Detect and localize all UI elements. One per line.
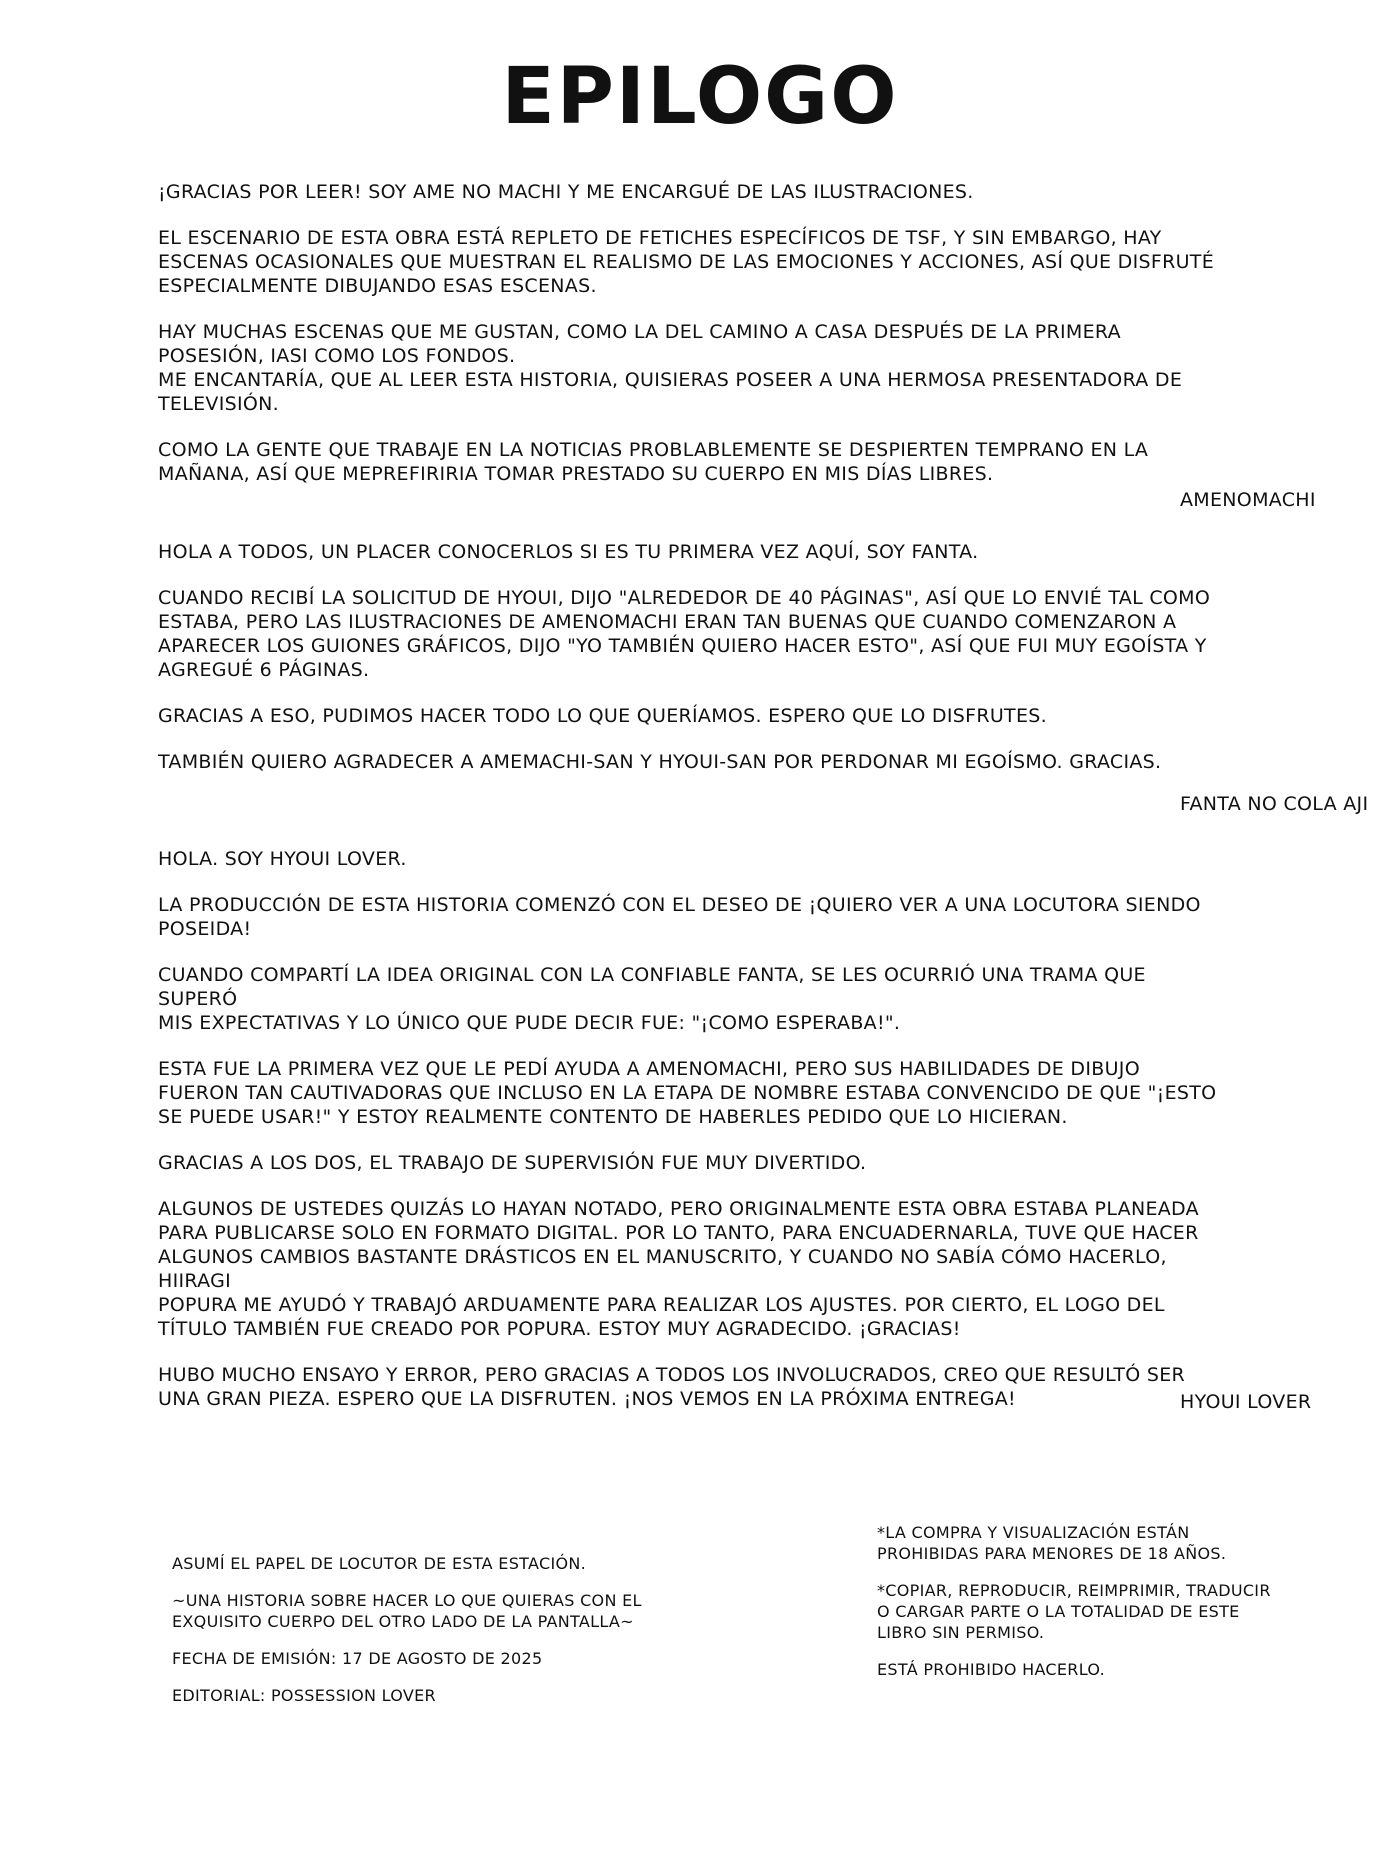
colophon-left — [172, 1553, 732, 1722]
paragraph: EL ESCENARIO DE ESTA OBRA ESTÁ REPLETO DE FETICHES ESPECÍFICOS DE TSF, Y SIN EMBARGO, HAY ESCENAS OCASIONALES QUE MUESTRAN EL REALISMO DE LAS EMOCIONES Y ACCIONES, ASÍ QUE DISFRUTÉ ESPECIALMENTE DIBUJANDO ESAS ESCENAS. — [158, 227, 1215, 297]
paragraph: CUANDO COMPARTÍ LA IDEA ORIGINAL CON LA CONFIABLE FANTA, SE LES OCURRIÓ UNA TRAMA QUE SUPERÓ MIS EXPECTATIVAS Y LO ÚNICO QUE PUDE DECIR FUE: "¡COMO ESPERABA!". — [158, 964, 1146, 1034]
colophon-line: ASUMÍ EL PAPEL DE LOCUTOR DE ESTA ESTACIÓN. — [172, 1554, 587, 1573]
page-title: EPILOGO — [501, 52, 899, 142]
colophon-line: EDITORIAL: POSSESSION LOVER — [172, 1686, 436, 1705]
paragraph: ESTA FUE LA PRIMERA VEZ QUE LE PEDÍ AYUDA A AMENOMACHI, PERO SUS HABILIDADES DE DIBUJO FUERON TAN CAUTIVADORAS QUE INCLUSO EN LA ETAPA DE NOMBRE ESTABA CONVENCIDO DE QUE "¡ESTO SE PUEDE USAR!" Y ESTOY REALMENTE CONTENTO DE HABERLES PEDIDO QUE LO HICIERAN. — [158, 1058, 1217, 1128]
signature-hyoui-lover: HYOUI LOVER — [1180, 1391, 1312, 1413]
paragraph: COMO LA GENTE QUE TRABAJE EN LA NOTICIAS PROBLABLEMENTE SE DESPIERTEN TEMPRANO EN LA MAÑANA, ASÍ QUE MEPREFIRIRIA TOMAR PRESTADO SU CUERPO EN MIS DÍAS LIBRES. — [158, 439, 1149, 485]
afterword-fanta — [158, 540, 1228, 796]
paragraph: GRACIAS A LOS DOS, EL TRABAJO DE SUPERVISIÓN FUE MUY DIVERTIDO. — [158, 1152, 867, 1174]
afterword-amenomachi — [158, 180, 1228, 508]
paragraph: HOLA. SOY HYOUI LOVER. — [158, 848, 407, 870]
afterword-hyoui-lover — [158, 847, 1228, 1433]
colophon-line: FECHA DE EMISIÓN: 17 DE AGOSTO DE 2025 — [172, 1649, 543, 1668]
colophon-line: ~UNA HISTORIA SOBRE HACER LO QUE QUIERAS CON EL EXQUISITO CUERPO DEL OTRO LADO DE LA PANTALLA~ — [172, 1591, 642, 1631]
paragraph: GRACIAS A ESO, PUDIMOS HACER TODO LO QUE QUERÍAMOS. ESPERO QUE LO DISFRUTES. — [158, 705, 1047, 727]
signature-fanta: FANTA NO COLA AJI — [1180, 793, 1369, 815]
paragraph: HAY MUCHAS ESCENAS QUE ME GUSTAN, COMO LA DEL CAMINO A CASA DESPUÉS DE LA PRIMERA POSESIÓN, IASI COMO LOS FONDOS. ME ENCANTARÍA, QUE AL LEER ESTA HISTORIA, QUISIERAS POSEER A UNA HERMOSA PRESENTADORA DE TELEVISIÓN. — [158, 321, 1183, 415]
paragraph: CUANDO RECIBÍ LA SOLICITUD DE HYOUI, DIJO "ALREDEDOR DE 40 PÁGINAS", ASÍ QUE LO ENVIÉ TAL COMO ESTABA, PERO LAS ILUSTRACIONES DE AMENOMACHI ERAN TAN BUENAS QUE CUANDO COMENZARON A APARECER LOS GUIONES GRÁFICOS, DIJO "YO TAMBIÉN QUIERO HACER ESTO", ASÍ QUE FUI MUY EGOÍSTA Y AGREGUÉ 6 PÁGINAS. — [158, 587, 1211, 681]
paragraph: ¡GRACIAS POR LEER! SOY AME NO MACHI Y ME ENCARGUÉ DE LAS ILUSTRACIONES. — [158, 181, 974, 203]
notice-line: *COPIAR, REPRODUCIR, REIMPRIMIR, TRADUCIR O CARGAR PARTE O LA TOTALIDAD DE ESTE LIBRO SIN PERMISO. — [877, 1581, 1271, 1642]
colophon-right — [877, 1522, 1337, 1696]
paragraph: ALGUNOS DE USTEDES QUIZÁS LO HAYAN NOTADO, PERO ORIGINALMENTE ESTA OBRA ESTABA PLANEADA PARA PUBLICARSE SOLO EN FORMATO DIGITAL. POR LO TANTO, PARA ENCUADERNARLA, TUVE QUE HACER ALGUNOS CAMBIOS BASTANTE DRÁSTICOS EN EL MANUSCRITO, Y CUANDO NO SABÍA CÓMO HACERLO, HIIRAGI POPURA ME AYUDÓ Y TRABAJÓ ARDUAMENTE PARA REALIZAR LOS AJUSTES. POR CIERTO, EL LOGO DEL TÍTULO TAMBIÉN FUE CREADO POR POPURA. ESTOY MUY AGRADECIDO. ¡GRACIAS! — [158, 1198, 1199, 1340]
paragraph: HUBO MUCHO ENSAYO Y ERROR, PERO GRACIAS A TODOS LOS INVOLUCRADOS, CREO QUE RESULTÓ SER UNA GRAN PIEZA. ESPERO QUE LA DISFRUTEN. ¡NOS VEMOS EN LA PRÓXIMA ENTREGA! — [158, 1364, 1186, 1410]
notice-line: ESTÁ PROHIBIDO HACERLO. — [877, 1660, 1106, 1679]
notice-line: *LA COMPRA Y VISUALIZACIÓN ESTÁN PROHIBIDAS PARA MENORES DE 18 AÑOS. — [877, 1523, 1227, 1563]
paragraph: TAMBIÉN QUIERO AGRADECER A AMEMACHI-SAN Y HYOUI-SAN POR PERDONAR MI EGOÍSMO. GRACIAS. — [158, 751, 1162, 773]
paragraph: LA PRODUCCIÓN DE ESTA HISTORIA COMENZÓ CON EL DESEO DE ¡QUIERO VER A UNA LOCUTORA SIENDO POSEIDA! — [158, 894, 1201, 940]
paragraph: HOLA A TODOS, UN PLACER CONOCERLOS SI ES TU PRIMERA VEZ AQUÍ, SOY FANTA. — [158, 541, 979, 563]
signature-amenomachi: AMENOMACHI — [1180, 489, 1316, 511]
